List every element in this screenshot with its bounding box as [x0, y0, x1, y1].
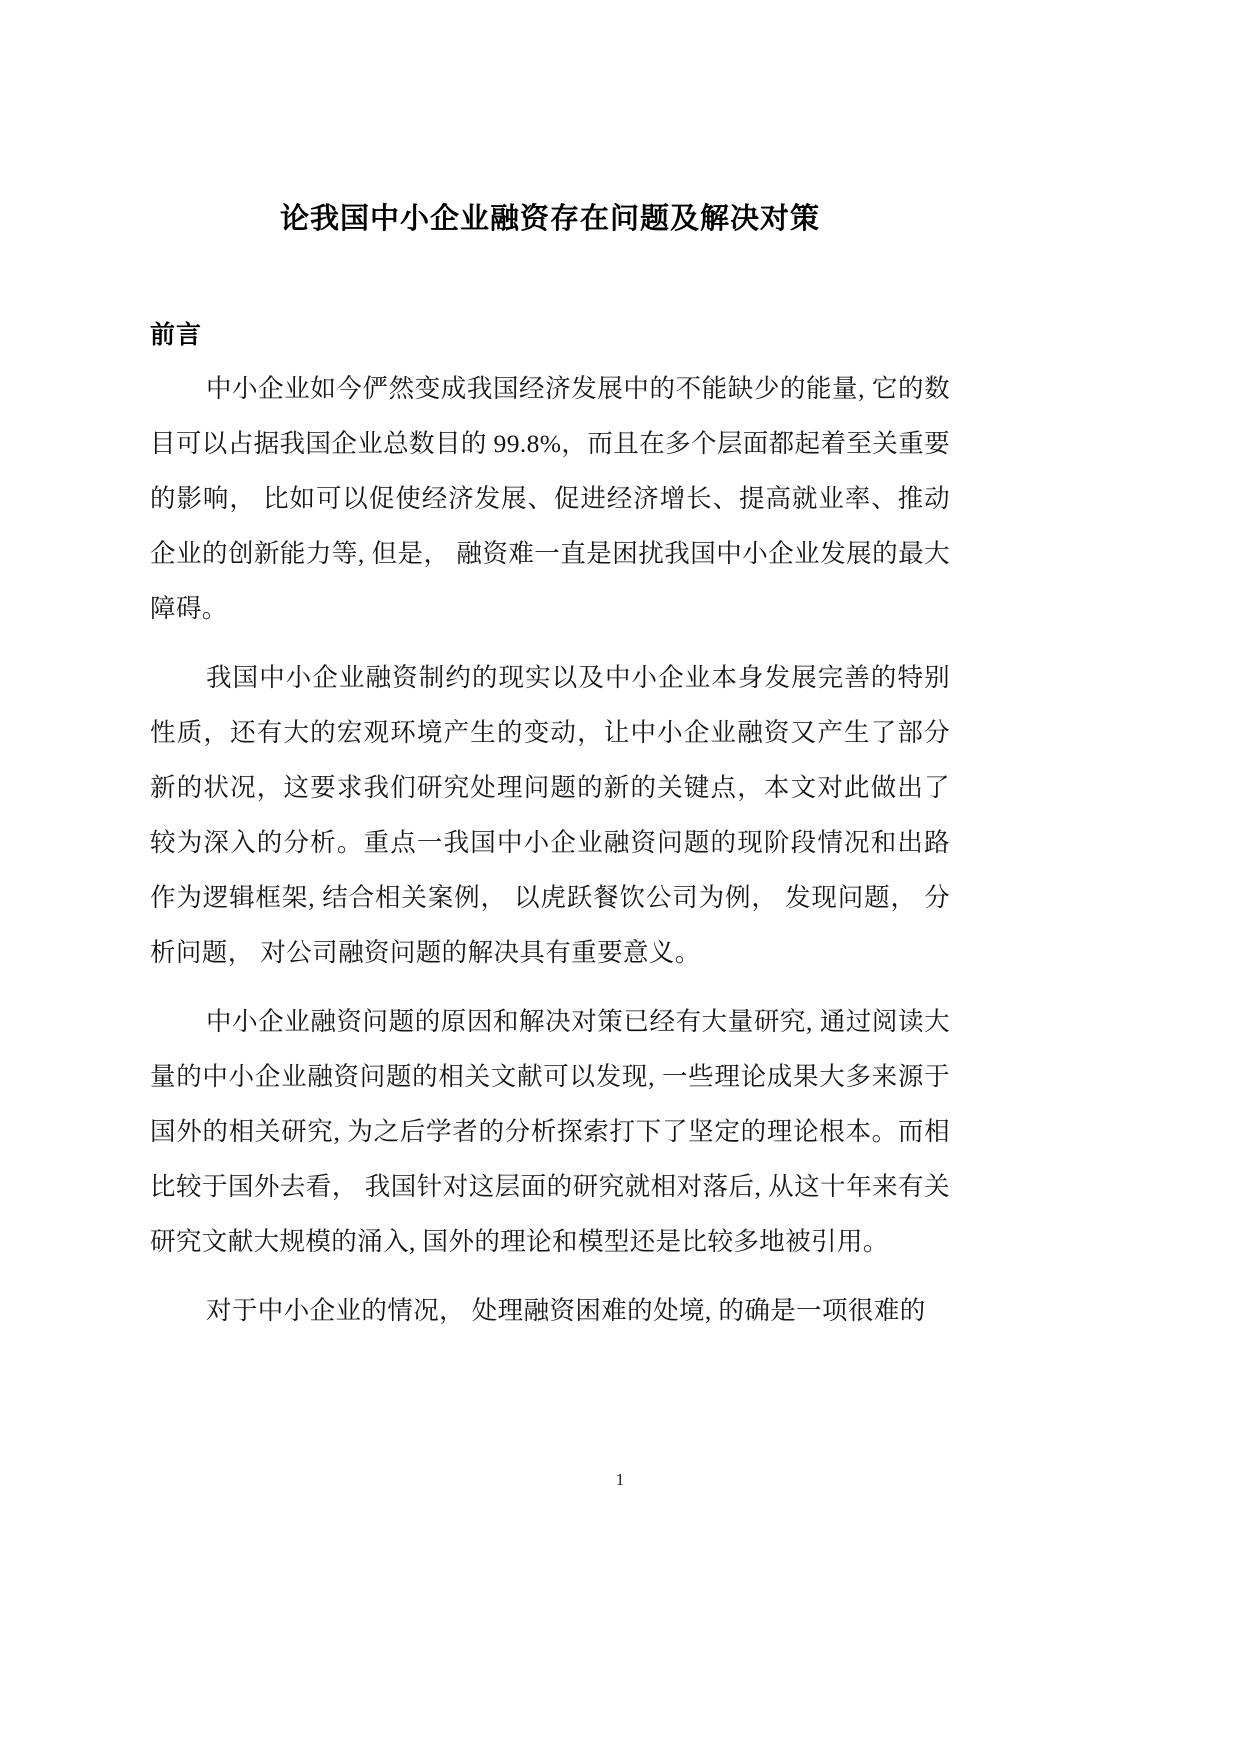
paragraph: 对于中小企业的情况， 处理融资困难的处境, 的确是一项很难的: [206, 1296, 926, 1325]
paragraph: 我国中小企业融资制约的现实以及中小企业本身发展完善的特别性质，还有大的宏观环境产生的变动，让中小企业融资又产生了部分新的状况，这要求我们研究处理问题的新的关键点，本文对此做出了较为深入的分析。重点一我国中小企业融资问题的现阶段情况和出路作为逻辑框架, 结合相关案例， 以虎跃餐饮公司为例， 发现问题， 分析问题， 对公司融资问题的解决具有重要意义。: [150, 663, 950, 967]
page-title: 论我国中小企业融资存在问题及解决对策: [279, 201, 820, 235]
page-number: 1: [615, 1470, 625, 1489]
section-heading-preface: 前言: [150, 320, 203, 349]
paragraph: 中小企业融资问题的原因和解决对策已经有大量研究, 通过阅读大量的中小企业融资问题的相关文献可以发现, 一些理论成果大多来源于国外的相关研究, 为之后学者的分析探索打下了坚定的理论根本。而相比较于国外去看， 我国针对这层面的研究就相对落后, 从这十年来有关研究文献大规模的涌入, 国外的理论和模型还是比较多地被引用。: [150, 1007, 950, 1256]
page-content: [150, 0, 950, 1338]
paragraph: 中小企业如今俨然变成我国经济发展中的不能缺少的能量, 它的数目可以占据我国企业总数目的 99.8%，而且在多个层面都起着至关重要的影响， 比如可以促使经济发展、促进经济增长、提高就业率、推动企业的创新能力等, 但是， 融资难一直是困扰我国中小企业发展的最大障碍。: [150, 374, 950, 623]
